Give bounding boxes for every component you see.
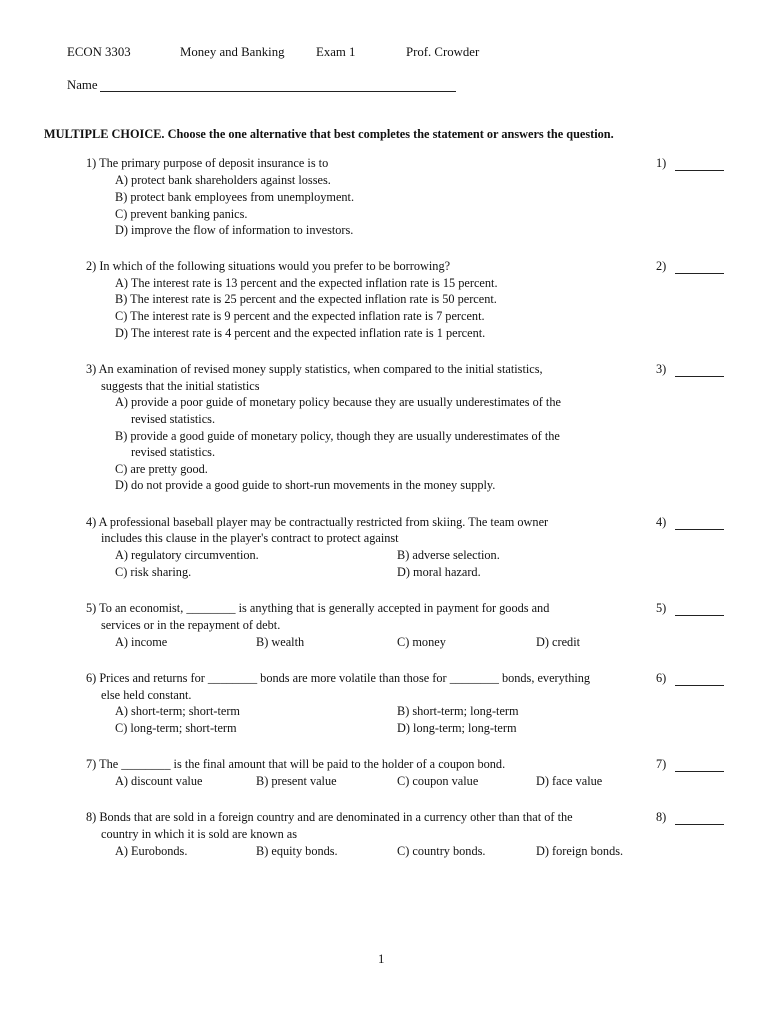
choice-d: D) long-term; long-term	[397, 721, 517, 735]
question-stem: 4) A professional baseball player may be contractually restricted from skiing. The team owner	[86, 515, 549, 529]
question-stem-continued: includes this clause in the player's contract to protect against	[101, 531, 399, 545]
name-label: Name	[67, 78, 98, 92]
choice-b: B) protect bank employees from unemployment.	[115, 190, 355, 204]
answer-blank[interactable]	[675, 529, 724, 530]
choice-b: B) adverse selection.	[397, 548, 500, 562]
answer-blank[interactable]	[675, 376, 724, 377]
name-field-line[interactable]	[100, 91, 456, 92]
question-stem-continued: services or in the repayment of debt.	[101, 618, 281, 632]
choice-a: A) provide a poor guide of monetary policy because they are usually underestimates of the	[115, 395, 561, 409]
question-stem: 2) In which of the following situations would you prefer to be borrowing?	[86, 259, 451, 273]
choice-c: C) coupon value	[397, 774, 479, 788]
question-stem: 6) Prices and returns for ________ bonds are more volatile than those for ________ bonds, everything	[86, 671, 591, 685]
answer-number: 1)	[656, 156, 667, 170]
choice-d: D) credit	[536, 635, 581, 649]
choice-d: D) face value	[536, 774, 603, 788]
choice-b: B) short-term; long-term	[397, 704, 519, 718]
question-stem: 7) The ________ is the final amount that will be paid to the holder of a coupon bond.	[86, 757, 506, 771]
choice-a: A) Eurobonds.	[115, 844, 188, 858]
choice-a: A) The interest rate is 13 percent and the expected inflation rate is 15 percent.	[115, 276, 498, 290]
choice-b: B) provide a good guide of monetary policy, though they are usually underestimates of the	[115, 429, 560, 443]
answer-blank[interactable]	[675, 273, 724, 274]
choice-a: A) protect bank shareholders against losses.	[115, 173, 331, 187]
choice-c: C) prevent banking panics.	[115, 207, 248, 221]
choice-d: D) improve the flow of information to investors.	[115, 223, 354, 237]
choice-a: A) discount value	[115, 774, 203, 788]
answer-blank[interactable]	[675, 615, 724, 616]
question-stem: 8) Bonds that are sold in a foreign country and are denominated in a currency other than that of the	[86, 810, 573, 824]
exam-title: Exam 1	[316, 45, 356, 59]
choice-b: B) The interest rate is 25 percent and the expected inflation rate is 50 percent.	[115, 292, 497, 306]
answer-blank[interactable]	[675, 771, 724, 772]
choice-c: C) long-term; short-term	[115, 721, 237, 735]
choice-c: C) risk sharing.	[115, 565, 192, 579]
course-subject: Money and Banking	[180, 45, 285, 59]
answer-blank[interactable]	[675, 685, 724, 686]
question-stem: 5) To an economist, ________ is anything that is generally accepted in payment for goods and	[86, 601, 550, 615]
instructor-name: Prof. Crowder	[406, 45, 480, 59]
answer-blank[interactable]	[675, 170, 724, 171]
question-stem: 3) An examination of revised money supply statistics, when compared to the initial statistics,	[86, 362, 543, 376]
choice-d: D) The interest rate is 4 percent and the expected inflation rate is 1 percent.	[115, 326, 486, 340]
choice-d: D) moral hazard.	[397, 565, 481, 579]
choice-d: D) foreign bonds.	[536, 844, 624, 858]
choice-b-continued: revised statistics.	[131, 445, 216, 459]
choice-d: D) do not provide a good guide to short-run movements in the money supply.	[115, 478, 496, 492]
choice-a: A) short-term; short-term	[115, 704, 240, 718]
answer-number: 7)	[656, 757, 667, 771]
choice-b: B) present value	[256, 774, 337, 788]
answer-number: 8)	[656, 810, 667, 824]
answer-number: 3)	[656, 362, 667, 376]
choice-c: C) money	[397, 635, 446, 649]
question-stem: 1) The primary purpose of deposit insurance is to	[86, 156, 329, 170]
choice-a-continued: revised statistics.	[131, 412, 216, 426]
choice-b: B) wealth	[256, 635, 305, 649]
answer-blank[interactable]	[675, 824, 724, 825]
question-stem-continued: country in which it is sold are known as	[101, 827, 298, 841]
choice-a: A) income	[115, 635, 168, 649]
choice-c: C) The interest rate is 9 percent and the expected inflation rate is 7 percent.	[115, 309, 485, 323]
answer-number: 4)	[656, 515, 667, 529]
question-stem-continued: else held constant.	[101, 688, 192, 702]
answer-number: 6)	[656, 671, 667, 685]
answer-number: 5)	[656, 601, 667, 615]
course-code: ECON 3303	[67, 45, 131, 59]
choice-c: C) country bonds.	[397, 844, 486, 858]
choice-c: C) are pretty good.	[115, 462, 208, 476]
choice-b: B) equity bonds.	[256, 844, 338, 858]
choice-a: A) regulatory circumvention.	[115, 548, 259, 562]
question-stem-continued: suggests that the initial statistics	[101, 379, 260, 393]
answer-number: 2)	[656, 259, 667, 273]
page-number: 1	[378, 952, 385, 966]
section-instructions: MULTIPLE CHOICE. Choose the one alternative that best completes the statement or answers the question.	[44, 127, 614, 141]
